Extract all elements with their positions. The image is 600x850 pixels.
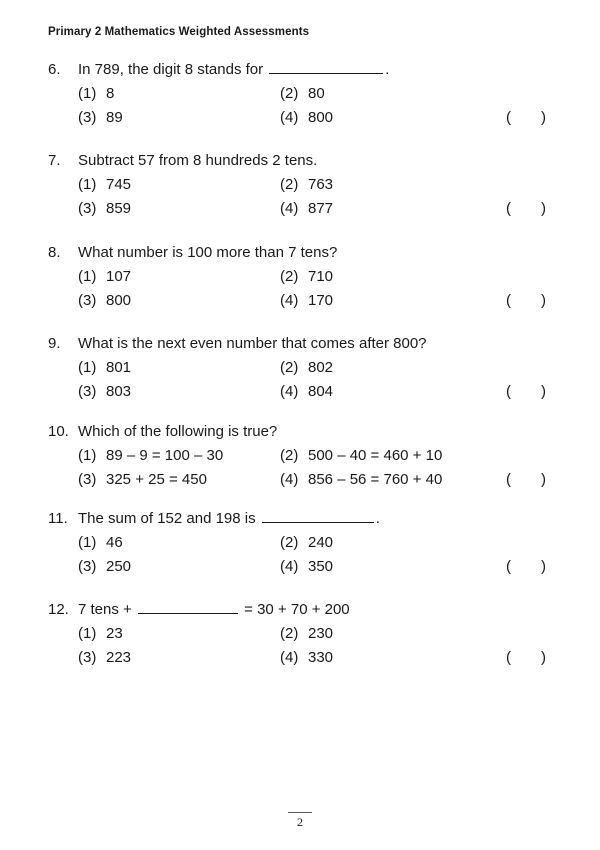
bracket-open: ( bbox=[506, 292, 511, 309]
question-text bbox=[78, 507, 380, 531]
option-label: (1) bbox=[78, 359, 97, 376]
option-3 bbox=[78, 380, 131, 404]
option-value: 107 bbox=[106, 268, 132, 285]
option-3 bbox=[78, 468, 207, 492]
bracket-close: ) bbox=[541, 383, 546, 400]
option-value: 325 + 25 = 450 bbox=[106, 471, 207, 488]
option-2 bbox=[280, 173, 333, 197]
option-label: (2) bbox=[280, 359, 299, 376]
option-label: (4) bbox=[280, 292, 299, 309]
bracket-open: ( bbox=[506, 649, 511, 666]
bracket-close: ) bbox=[541, 200, 546, 217]
bracket-close: ) bbox=[541, 109, 546, 126]
bracket-close: ) bbox=[541, 558, 546, 575]
option-label: (1) bbox=[78, 85, 97, 102]
option-value: 223 bbox=[106, 649, 132, 666]
answer-bracket[interactable] bbox=[506, 289, 546, 313]
answer-bracket[interactable] bbox=[506, 106, 546, 130]
option-label: (3) bbox=[78, 471, 97, 488]
option-1 bbox=[78, 622, 123, 646]
bracket-close: ) bbox=[541, 292, 546, 309]
option-4 bbox=[280, 106, 333, 130]
option-label: (3) bbox=[78, 558, 97, 575]
option-label: (2) bbox=[280, 534, 299, 551]
option-label: (2) bbox=[280, 625, 299, 642]
option-2 bbox=[280, 444, 442, 468]
option-3 bbox=[78, 289, 131, 313]
question-number: 11. bbox=[48, 510, 68, 527]
option-2 bbox=[280, 82, 325, 106]
option-3 bbox=[78, 555, 131, 579]
option-1 bbox=[78, 82, 114, 106]
option-2 bbox=[280, 622, 333, 646]
option-value: 763 bbox=[308, 176, 334, 193]
option-value: 803 bbox=[106, 383, 132, 400]
option-value: 804 bbox=[308, 383, 334, 400]
question-9 bbox=[48, 332, 548, 404]
option-label: (1) bbox=[78, 176, 97, 193]
option-2 bbox=[280, 531, 333, 555]
option-2 bbox=[280, 356, 333, 380]
option-label: (4) bbox=[280, 471, 299, 488]
question-text-after: . bbox=[385, 61, 390, 78]
option-3 bbox=[78, 197, 131, 221]
option-label: (4) bbox=[280, 558, 299, 575]
option-value: 802 bbox=[308, 359, 334, 376]
option-value: 330 bbox=[308, 649, 334, 666]
question-number: 12. bbox=[48, 601, 69, 618]
question-number: 6. bbox=[48, 61, 61, 78]
question-text-before: In 789, the digit 8 stands for bbox=[78, 61, 264, 78]
question-text bbox=[78, 58, 389, 82]
option-1 bbox=[78, 356, 131, 380]
page-header: Primary 2 Mathematics Weighted Assessments bbox=[48, 26, 310, 38]
option-label: (2) bbox=[280, 268, 299, 285]
option-4 bbox=[280, 468, 442, 492]
option-3 bbox=[78, 106, 123, 130]
option-label: (1) bbox=[78, 534, 97, 551]
option-1 bbox=[78, 265, 131, 289]
option-value: 859 bbox=[106, 200, 132, 217]
option-value: 856 – 56 = 760 + 40 bbox=[308, 471, 443, 488]
option-label: (1) bbox=[78, 268, 97, 285]
option-label: (1) bbox=[78, 447, 97, 464]
option-label: (4) bbox=[280, 383, 299, 400]
bracket-open: ( bbox=[506, 471, 511, 488]
answer-bracket[interactable] bbox=[506, 380, 546, 404]
option-label: (3) bbox=[78, 200, 97, 217]
bracket-open: ( bbox=[506, 383, 511, 400]
option-label: (2) bbox=[280, 176, 299, 193]
answer-bracket[interactable] bbox=[506, 197, 546, 221]
option-1 bbox=[78, 531, 123, 555]
question-text: What number is 100 more than 7 tens? bbox=[78, 244, 338, 261]
option-label: (4) bbox=[280, 649, 299, 666]
bracket-open: ( bbox=[506, 200, 511, 217]
page-number: 2 bbox=[297, 815, 303, 829]
option-label: (3) bbox=[78, 649, 97, 666]
question-12 bbox=[48, 598, 548, 670]
question-number: 7. bbox=[48, 152, 61, 169]
option-value: 800 bbox=[106, 292, 132, 309]
question-number: 9. bbox=[48, 335, 61, 352]
question-7 bbox=[48, 149, 548, 221]
question-text-after: . bbox=[375, 510, 380, 527]
bracket-close: ) bbox=[541, 471, 546, 488]
footer-divider bbox=[288, 812, 312, 813]
option-4 bbox=[280, 197, 333, 221]
question-text-before: The sum of 152 and 198 is bbox=[78, 510, 256, 527]
option-label: (2) bbox=[280, 85, 299, 102]
question-8 bbox=[48, 241, 548, 313]
option-value: 877 bbox=[308, 200, 334, 217]
option-4 bbox=[280, 646, 333, 670]
bracket-open: ( bbox=[506, 558, 511, 575]
option-label: (3) bbox=[78, 109, 97, 126]
bracket-open: ( bbox=[506, 109, 511, 126]
option-value: 46 bbox=[106, 534, 123, 551]
question-number: 8. bbox=[48, 244, 61, 261]
answer-bracket[interactable] bbox=[506, 555, 546, 579]
option-label: (4) bbox=[280, 200, 299, 217]
option-label: (2) bbox=[280, 447, 299, 464]
option-value: 240 bbox=[308, 534, 334, 551]
option-value: 710 bbox=[308, 268, 334, 285]
option-4 bbox=[280, 555, 333, 579]
option-value: 800 bbox=[308, 109, 334, 126]
question-text: What is the next even number that comes after 800? bbox=[78, 335, 427, 352]
answer-blank[interactable] bbox=[269, 59, 383, 74]
option-label: (3) bbox=[78, 383, 97, 400]
option-4 bbox=[280, 380, 333, 404]
option-3 bbox=[78, 646, 131, 670]
answer-blank[interactable] bbox=[262, 508, 374, 523]
option-value: 89 bbox=[106, 109, 123, 126]
option-value: 350 bbox=[308, 558, 334, 575]
option-label: (4) bbox=[280, 109, 299, 126]
option-value: 230 bbox=[308, 625, 334, 642]
option-value: 500 – 40 = 460 + 10 bbox=[308, 447, 443, 464]
option-value: 8 bbox=[106, 85, 115, 102]
question-11 bbox=[48, 507, 548, 579]
option-4 bbox=[280, 289, 333, 313]
question-text: Subtract 57 from 8 hundreds 2 tens. bbox=[78, 152, 318, 169]
option-label: (3) bbox=[78, 292, 97, 309]
option-value: 250 bbox=[106, 558, 132, 575]
option-value: 89 – 9 = 100 – 30 bbox=[106, 447, 224, 464]
option-1 bbox=[78, 444, 223, 468]
option-value: 170 bbox=[308, 292, 334, 309]
question-6 bbox=[48, 58, 548, 130]
question-10 bbox=[48, 420, 548, 492]
option-label: (1) bbox=[78, 625, 97, 642]
question-text-after: = 30 + 70 + 200 bbox=[244, 601, 350, 618]
question-text bbox=[78, 598, 350, 622]
option-value: 745 bbox=[106, 176, 132, 193]
answer-bracket[interactable] bbox=[506, 646, 546, 670]
question-number: 10. bbox=[48, 423, 69, 440]
option-1 bbox=[78, 173, 131, 197]
question-text-before: 7 tens + bbox=[78, 601, 132, 618]
answer-blank[interactable] bbox=[138, 599, 238, 614]
option-2 bbox=[280, 265, 333, 289]
option-value: 80 bbox=[308, 85, 325, 102]
option-value: 801 bbox=[106, 359, 132, 376]
answer-bracket[interactable] bbox=[506, 468, 546, 492]
question-text: Which of the following is true? bbox=[78, 423, 278, 440]
option-value: 23 bbox=[106, 625, 123, 642]
bracket-close: ) bbox=[541, 649, 546, 666]
